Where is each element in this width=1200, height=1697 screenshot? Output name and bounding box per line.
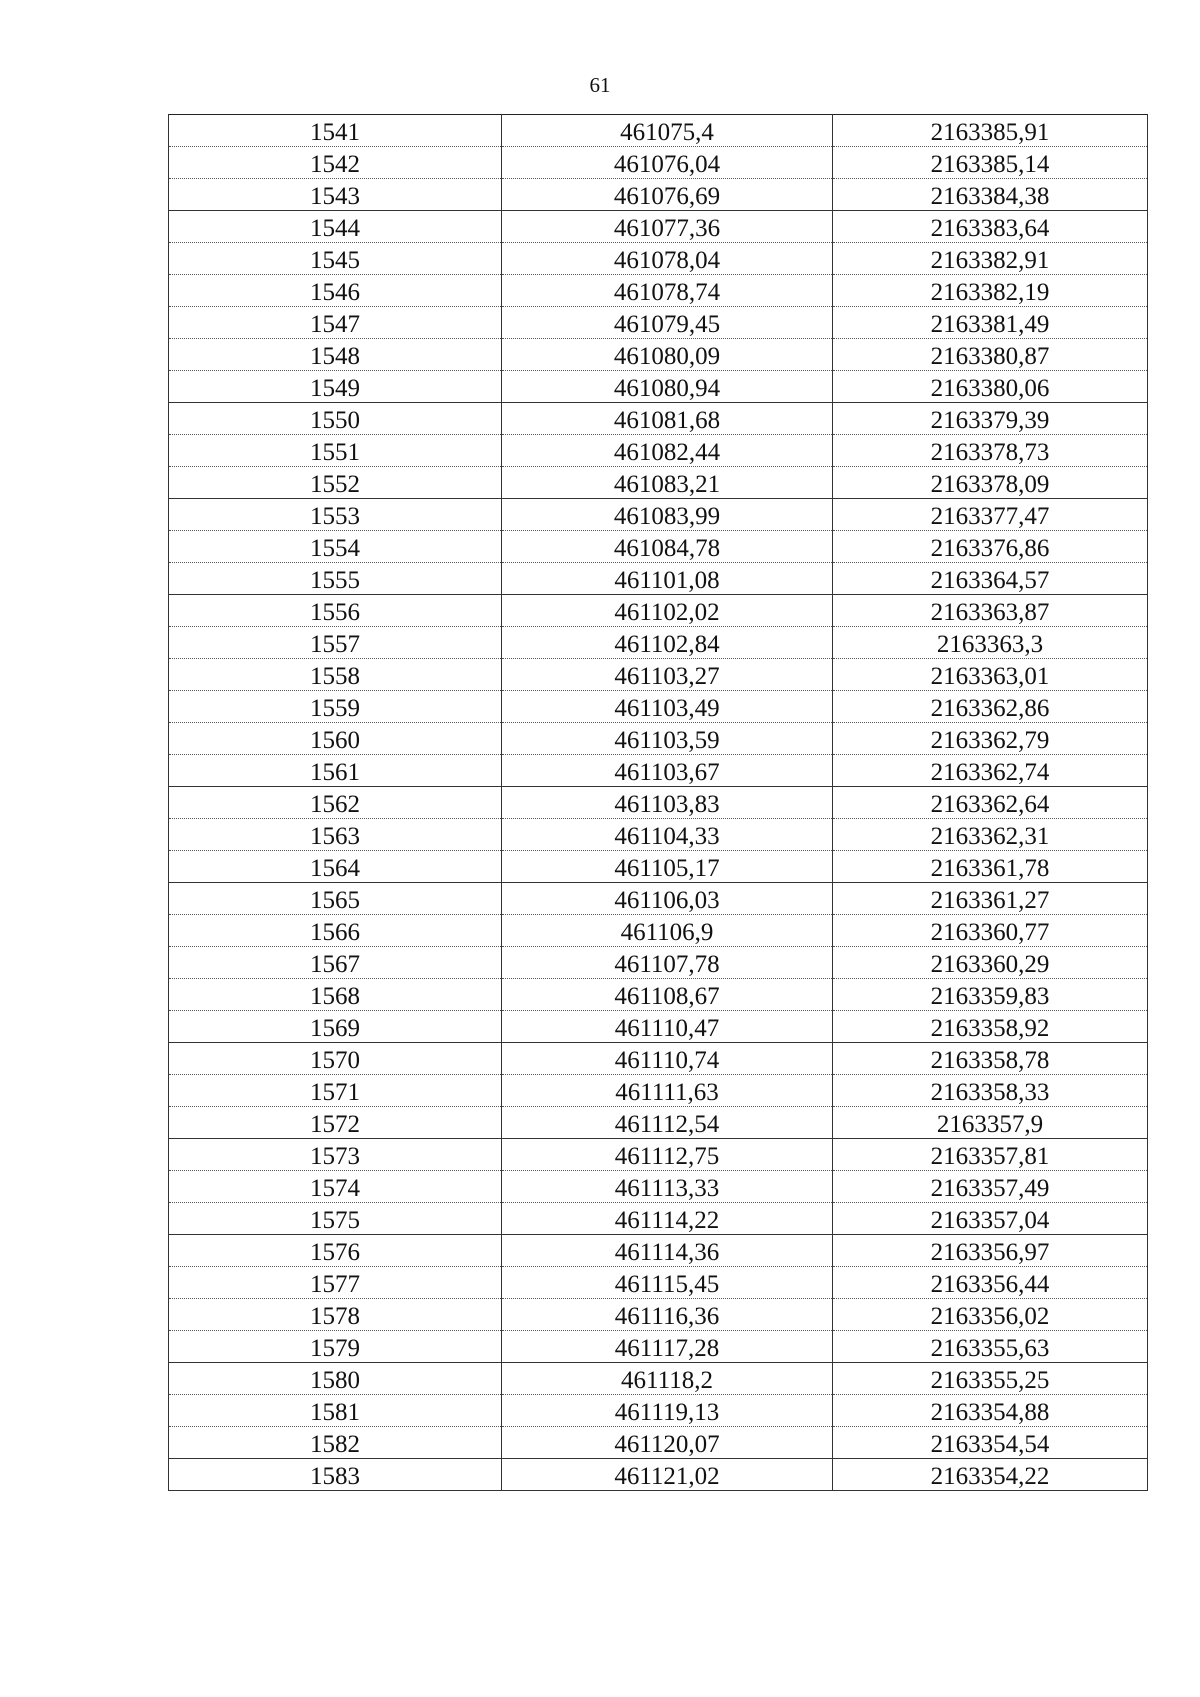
- table-row: [169, 1139, 1148, 1171]
- y-coordinate-cell: 2163356,44: [833, 1267, 1148, 1299]
- y-coordinate-cell: 2163361,27: [833, 883, 1148, 915]
- point-number-cell: 1567: [169, 947, 502, 979]
- y-coordinate-cell: 2163378,73: [833, 435, 1148, 467]
- point-number-cell: 1560: [169, 723, 502, 755]
- point-number-cell: 1554: [169, 531, 502, 563]
- x-coordinate-cell: 461083,21: [502, 467, 833, 499]
- y-coordinate-cell: 2163356,97: [833, 1235, 1148, 1267]
- table-row: [169, 1299, 1148, 1331]
- coordinates-table-body: [169, 115, 1148, 1491]
- y-coordinate-cell: 2163354,54: [833, 1427, 1148, 1459]
- y-coordinate-cell: 2163380,87: [833, 339, 1148, 371]
- y-coordinate-cell: 2163363,87: [833, 595, 1148, 627]
- point-number-cell: 1579: [169, 1331, 502, 1363]
- table-row: [169, 371, 1148, 403]
- table-row: [169, 1011, 1148, 1043]
- point-number-cell: 1563: [169, 819, 502, 851]
- x-coordinate-cell: 461102,84: [502, 627, 833, 659]
- x-coordinate-cell: 461083,99: [502, 499, 833, 531]
- x-coordinate-cell: 461119,13: [502, 1395, 833, 1427]
- point-number-cell: 1574: [169, 1171, 502, 1203]
- point-number-cell: 1559: [169, 691, 502, 723]
- table-row: [169, 243, 1148, 275]
- point-number-cell: 1576: [169, 1235, 502, 1267]
- table-row: [169, 819, 1148, 851]
- y-coordinate-cell: 2163362,74: [833, 755, 1148, 787]
- y-coordinate-cell: 2163384,38: [833, 179, 1148, 211]
- y-coordinate-cell: 2163378,09: [833, 467, 1148, 499]
- x-coordinate-cell: 461114,22: [502, 1203, 833, 1235]
- table-row: [169, 979, 1148, 1011]
- point-number-cell: 1544: [169, 211, 502, 243]
- table-row: [169, 403, 1148, 435]
- table-row: [169, 659, 1148, 691]
- point-number-cell: 1564: [169, 851, 502, 883]
- table-row: [169, 435, 1148, 467]
- point-number-cell: 1582: [169, 1427, 502, 1459]
- x-coordinate-cell: 461107,78: [502, 947, 833, 979]
- x-coordinate-cell: 461110,47: [502, 1011, 833, 1043]
- y-coordinate-cell: 2163376,86: [833, 531, 1148, 563]
- x-coordinate-cell: 461102,02: [502, 595, 833, 627]
- x-coordinate-cell: 461082,44: [502, 435, 833, 467]
- y-coordinate-cell: 2163361,78: [833, 851, 1148, 883]
- table-row: [169, 1363, 1148, 1395]
- table-row: [169, 915, 1148, 947]
- y-coordinate-cell: 2163381,49: [833, 307, 1148, 339]
- x-coordinate-cell: 461105,17: [502, 851, 833, 883]
- point-number-cell: 1548: [169, 339, 502, 371]
- table-row: [169, 1331, 1148, 1363]
- point-number-cell: 1570: [169, 1043, 502, 1075]
- table-row: [169, 307, 1148, 339]
- x-coordinate-cell: 461103,49: [502, 691, 833, 723]
- x-coordinate-cell: 461076,69: [502, 179, 833, 211]
- y-coordinate-cell: 2163360,29: [833, 947, 1148, 979]
- y-coordinate-cell: 2163355,63: [833, 1331, 1148, 1363]
- y-coordinate-cell: 2163357,04: [833, 1203, 1148, 1235]
- point-number-cell: 1553: [169, 499, 502, 531]
- table-row: [169, 627, 1148, 659]
- x-coordinate-cell: 461077,36: [502, 211, 833, 243]
- y-coordinate-cell: 2163385,91: [833, 115, 1148, 147]
- table-row: [169, 947, 1148, 979]
- point-number-cell: 1543: [169, 179, 502, 211]
- y-coordinate-cell: 2163362,86: [833, 691, 1148, 723]
- y-coordinate-cell: 2163357,9: [833, 1107, 1148, 1139]
- y-coordinate-cell: 2163358,92: [833, 1011, 1148, 1043]
- y-coordinate-cell: 2163382,91: [833, 243, 1148, 275]
- table-row: [169, 851, 1148, 883]
- x-coordinate-cell: 461075,4: [502, 115, 833, 147]
- table-row: [169, 1267, 1148, 1299]
- y-coordinate-cell: 2163383,64: [833, 211, 1148, 243]
- table-row: [169, 1235, 1148, 1267]
- table-row: [169, 275, 1148, 307]
- point-number-cell: 1545: [169, 243, 502, 275]
- point-number-cell: 1569: [169, 1011, 502, 1043]
- y-coordinate-cell: 2163354,22: [833, 1459, 1148, 1491]
- y-coordinate-cell: 2163356,02: [833, 1299, 1148, 1331]
- y-coordinate-cell: 2163382,19: [833, 275, 1148, 307]
- table-row: [169, 563, 1148, 595]
- coordinates-table: [168, 114, 1148, 1491]
- table-row: [169, 755, 1148, 787]
- x-coordinate-cell: 461112,75: [502, 1139, 833, 1171]
- point-number-cell: 1573: [169, 1139, 502, 1171]
- x-coordinate-cell: 461113,33: [502, 1171, 833, 1203]
- table-row: [169, 499, 1148, 531]
- x-coordinate-cell: 461078,04: [502, 243, 833, 275]
- y-coordinate-cell: 2163364,57: [833, 563, 1148, 595]
- page-number: 61: [589, 73, 611, 97]
- x-coordinate-cell: 461076,04: [502, 147, 833, 179]
- x-coordinate-cell: 461121,02: [502, 1459, 833, 1491]
- x-coordinate-cell: 461081,68: [502, 403, 833, 435]
- point-number-cell: 1558: [169, 659, 502, 691]
- x-coordinate-cell: 461101,08: [502, 563, 833, 595]
- x-coordinate-cell: 461103,59: [502, 723, 833, 755]
- x-coordinate-cell: 461080,09: [502, 339, 833, 371]
- point-number-cell: 1547: [169, 307, 502, 339]
- point-number-cell: 1551: [169, 435, 502, 467]
- table-row: [169, 883, 1148, 915]
- table-row: [169, 1459, 1148, 1491]
- table-row: [169, 787, 1148, 819]
- table-row: [169, 1107, 1148, 1139]
- point-number-cell: 1562: [169, 787, 502, 819]
- x-coordinate-cell: 461114,36: [502, 1235, 833, 1267]
- point-number-cell: 1571: [169, 1075, 502, 1107]
- y-coordinate-cell: 2163362,64: [833, 787, 1148, 819]
- y-coordinate-cell: 2163355,25: [833, 1363, 1148, 1395]
- point-number-cell: 1565: [169, 883, 502, 915]
- table-row: [169, 595, 1148, 627]
- x-coordinate-cell: 461080,94: [502, 371, 833, 403]
- point-number-cell: 1580: [169, 1363, 502, 1395]
- y-coordinate-cell: 2163358,78: [833, 1043, 1148, 1075]
- y-coordinate-cell: 2163362,31: [833, 819, 1148, 851]
- table-row: [169, 1427, 1148, 1459]
- x-coordinate-cell: 461104,33: [502, 819, 833, 851]
- point-number-cell: 1572: [169, 1107, 502, 1139]
- x-coordinate-cell: 461103,67: [502, 755, 833, 787]
- x-coordinate-cell: 461116,36: [502, 1299, 833, 1331]
- point-number-cell: 1542: [169, 147, 502, 179]
- y-coordinate-cell: 2163362,79: [833, 723, 1148, 755]
- x-coordinate-cell: 461079,45: [502, 307, 833, 339]
- x-coordinate-cell: 461103,83: [502, 787, 833, 819]
- point-number-cell: 1549: [169, 371, 502, 403]
- x-coordinate-cell: 461106,03: [502, 883, 833, 915]
- table-row: [169, 1043, 1148, 1075]
- point-number-cell: 1578: [169, 1299, 502, 1331]
- table-row: [169, 147, 1148, 179]
- x-coordinate-cell: 461115,45: [502, 1267, 833, 1299]
- y-coordinate-cell: 2163385,14: [833, 147, 1148, 179]
- point-number-cell: 1561: [169, 755, 502, 787]
- y-coordinate-cell: 2163360,77: [833, 915, 1148, 947]
- table-row: [169, 339, 1148, 371]
- y-coordinate-cell: 2163354,88: [833, 1395, 1148, 1427]
- point-number-cell: 1577: [169, 1267, 502, 1299]
- table-row: [169, 115, 1148, 147]
- y-coordinate-cell: 2163359,83: [833, 979, 1148, 1011]
- table-row: [169, 531, 1148, 563]
- table-row: [169, 1203, 1148, 1235]
- point-number-cell: 1550: [169, 403, 502, 435]
- table-row: [169, 723, 1148, 755]
- x-coordinate-cell: 461108,67: [502, 979, 833, 1011]
- point-number-cell: 1581: [169, 1395, 502, 1427]
- point-number-cell: 1557: [169, 627, 502, 659]
- table-row: [169, 1395, 1148, 1427]
- point-number-cell: 1583: [169, 1459, 502, 1491]
- x-coordinate-cell: 461110,74: [502, 1043, 833, 1075]
- x-coordinate-cell: 461120,07: [502, 1427, 833, 1459]
- x-coordinate-cell: 461111,63: [502, 1075, 833, 1107]
- table-row: [169, 179, 1148, 211]
- y-coordinate-cell: 2163363,01: [833, 659, 1148, 691]
- table-row: [169, 1171, 1148, 1203]
- point-number-cell: 1568: [169, 979, 502, 1011]
- point-number-cell: 1575: [169, 1203, 502, 1235]
- point-number-cell: 1552: [169, 467, 502, 499]
- point-number-cell: 1546: [169, 275, 502, 307]
- x-coordinate-cell: 461084,78: [502, 531, 833, 563]
- point-number-cell: 1556: [169, 595, 502, 627]
- x-coordinate-cell: 461106,9: [502, 915, 833, 947]
- x-coordinate-cell: 461117,28: [502, 1331, 833, 1363]
- x-coordinate-cell: 461103,27: [502, 659, 833, 691]
- table-row: [169, 1075, 1148, 1107]
- x-coordinate-cell: 461118,2: [502, 1363, 833, 1395]
- point-number-cell: 1541: [169, 115, 502, 147]
- y-coordinate-cell: 2163357,49: [833, 1171, 1148, 1203]
- table-row: [169, 691, 1148, 723]
- x-coordinate-cell: 461078,74: [502, 275, 833, 307]
- y-coordinate-cell: 2163380,06: [833, 371, 1148, 403]
- y-coordinate-cell: 2163358,33: [833, 1075, 1148, 1107]
- y-coordinate-cell: 2163363,3: [833, 627, 1148, 659]
- x-coordinate-cell: 461112,54: [502, 1107, 833, 1139]
- y-coordinate-cell: 2163357,81: [833, 1139, 1148, 1171]
- y-coordinate-cell: 2163379,39: [833, 403, 1148, 435]
- point-number-cell: 1566: [169, 915, 502, 947]
- table-row: [169, 211, 1148, 243]
- point-number-cell: 1555: [169, 563, 502, 595]
- y-coordinate-cell: 2163377,47: [833, 499, 1148, 531]
- table-row: [169, 467, 1148, 499]
